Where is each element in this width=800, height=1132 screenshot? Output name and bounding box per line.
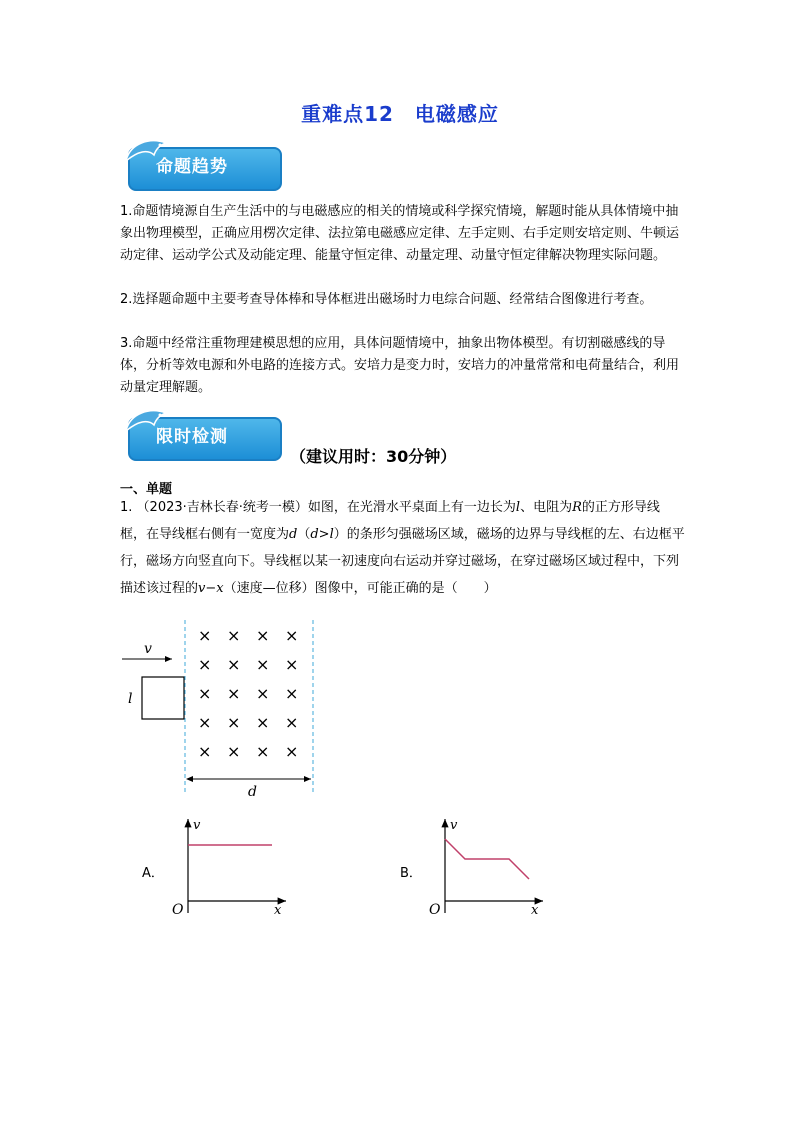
field-cross: × [198,713,212,732]
field-cross: × [285,713,299,732]
field-cross: × [256,713,270,732]
banner-label: 命题趋势 [156,157,228,177]
field-cross: × [198,626,212,645]
field-cross: × [198,684,212,703]
page-title: 重难点12 电磁感应 [301,102,499,126]
field-cross: × [227,713,241,732]
field-cross: × [198,655,212,674]
option-a-label[interactable]: A． [142,866,164,881]
field-cross: × [256,626,270,645]
test-banner [120,403,284,465]
field-cross: × [285,684,299,703]
y-axis-label: v [193,818,201,833]
y-axis-label: v [450,818,458,833]
field-cross: × [256,684,270,703]
question-source: （2023·吉林长春·统考一模） [136,500,308,515]
question-number: 1. [120,500,133,515]
field-cross: × [256,742,270,761]
origin-label: O [172,902,184,918]
field-cross: × [285,626,299,645]
field-crosses [198,626,298,761]
field-cross: × [198,742,212,761]
trend-banner [120,133,284,195]
field-cross: × [227,655,241,674]
option-b-graph[interactable] [425,813,555,918]
field-cross: × [285,655,299,674]
velocity-label: v [144,641,152,657]
question-1-text: 1. （2023·吉林长春·统考一模）如图，在光滑水平桌面上有一边长为l、电阻为R的正方形导线框，在导线框右侧有一宽度为d（d>l）的条形匀强磁场区域，磁场的边界与导线框的左、右边框平行，磁场方向竖直向下。导线框以某一初速度向右运动并穿过磁场，在穿过磁场区域过程中，下列描述该过程的v−x（速度—位移）图像中，可能正确的是（ ） [120,500,685,596]
section-heading: 一、单题 [120,482,173,497]
trend-item-2: 2.选择题命题中主要考查导体棒和导体框进出磁场时力电综合问题、经常结合图像进行考查。 [120,292,653,307]
field-cross: × [227,684,241,703]
side-length-label: l [128,691,133,707]
option-b-label[interactable]: B． [400,866,422,881]
banner-label: 限时检测 [156,427,228,447]
field-cross: × [227,626,241,645]
field-cross: × [227,742,241,761]
magnetic-field-figure [110,615,340,800]
x-axis-label: x [274,903,282,918]
field-cross: × [285,742,299,761]
trend-item-3: 3.命题中经常注重物理建模思想的应用，具体问题情境中，抽象出物体模型。有切割磁感线的导体，分析等效电源和外电路的连接方式。安培力是变力时，安培力的冲量常常和电荷量结合，利用动量定理解题。 [120,336,680,395]
option-a-graph[interactable] [168,813,298,918]
field-cross: × [256,655,270,674]
x-axis-label: x [531,903,539,918]
trend-item-1: 1.命题情境源自生产生活中的与电磁感应的相关的情境或科学探究情境，解题时能从具体情境中抽象出物理模型，正确应用楞次定律、法拉第电磁感应定律、左手定则、右手定则安培定则、牛顿运动定律、运动学公式及动能定理、能量守恒定律、动量定理、动量守恒定律解决物理实际问题。 [120,204,680,263]
origin-label: O [429,902,441,918]
width-label: d [248,784,257,800]
time-hint: （建议用时：30分钟） [290,447,457,466]
wire-frame [142,677,184,719]
graph-b-line [445,839,529,879]
